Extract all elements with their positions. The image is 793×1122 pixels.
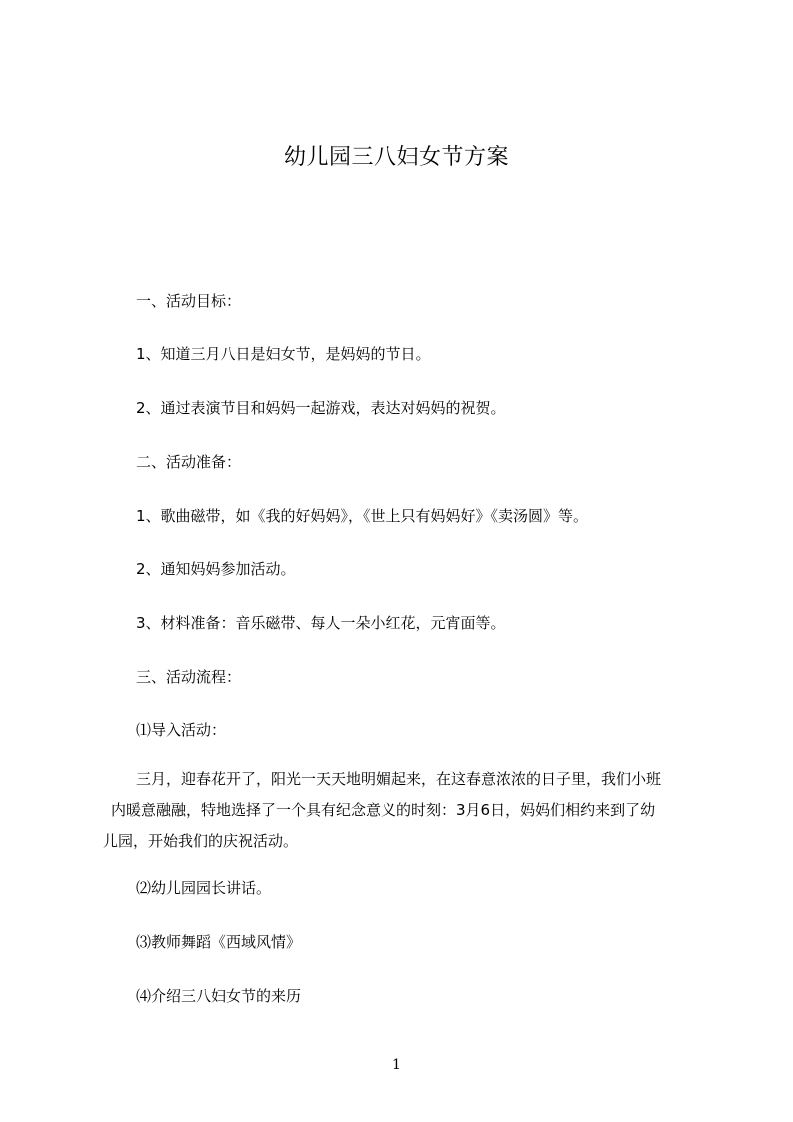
flow-item-1: ⑴导入活动： [136,721,227,739]
prep-item-2: 2、通知妈妈参加活动。 [136,560,296,578]
page-number: 1 [392,1057,401,1073]
goal-item-2: 2、通过表演节目和妈妈一起游戏，表达对妈妈的祝贺。 [136,399,506,417]
flow-item-1-paragraph [103,764,703,857]
flow-item-4: ⑷介绍三八妇女节的来历 [136,987,302,1005]
section-heading-goals: 一、活动目标： [136,292,242,310]
prep-item-1: 1、歌曲磁带，如《我的好妈妈》，《世上只有妈妈好》《卖汤圆》等。 [136,507,589,525]
document-title: 幼儿园三八妇女节方案 [283,145,509,170]
paragraph-line-1: 三月，迎春花开了，阳光一天天地明媚起来，在这春意浓浓的日子里，我们小班 [136,770,662,788]
section-heading-preparation: 二、活动准备： [136,453,242,471]
prep-item-3: 3、材料准备：音乐磁带、每人一朵小红花，元宵面等。 [136,614,506,632]
paragraph-line-2: 内暖意融融，特地选择了一个具有纪念意义的时刻：3月6日，妈妈们相约来到了幼 [111,801,656,819]
flow-item-2: ⑵幼儿园园长讲话。 [136,879,272,897]
paragraph-line-3: 儿园，开始我们的庆祝活动。 [103,832,299,850]
goal-item-1: 1、知道三月八日是妇女节，是妈妈的节日。 [136,345,431,363]
section-heading-flow: 三、活动流程： [136,668,242,686]
flow-item-3: ⑶教师舞蹈《西域风情》 [136,933,302,951]
